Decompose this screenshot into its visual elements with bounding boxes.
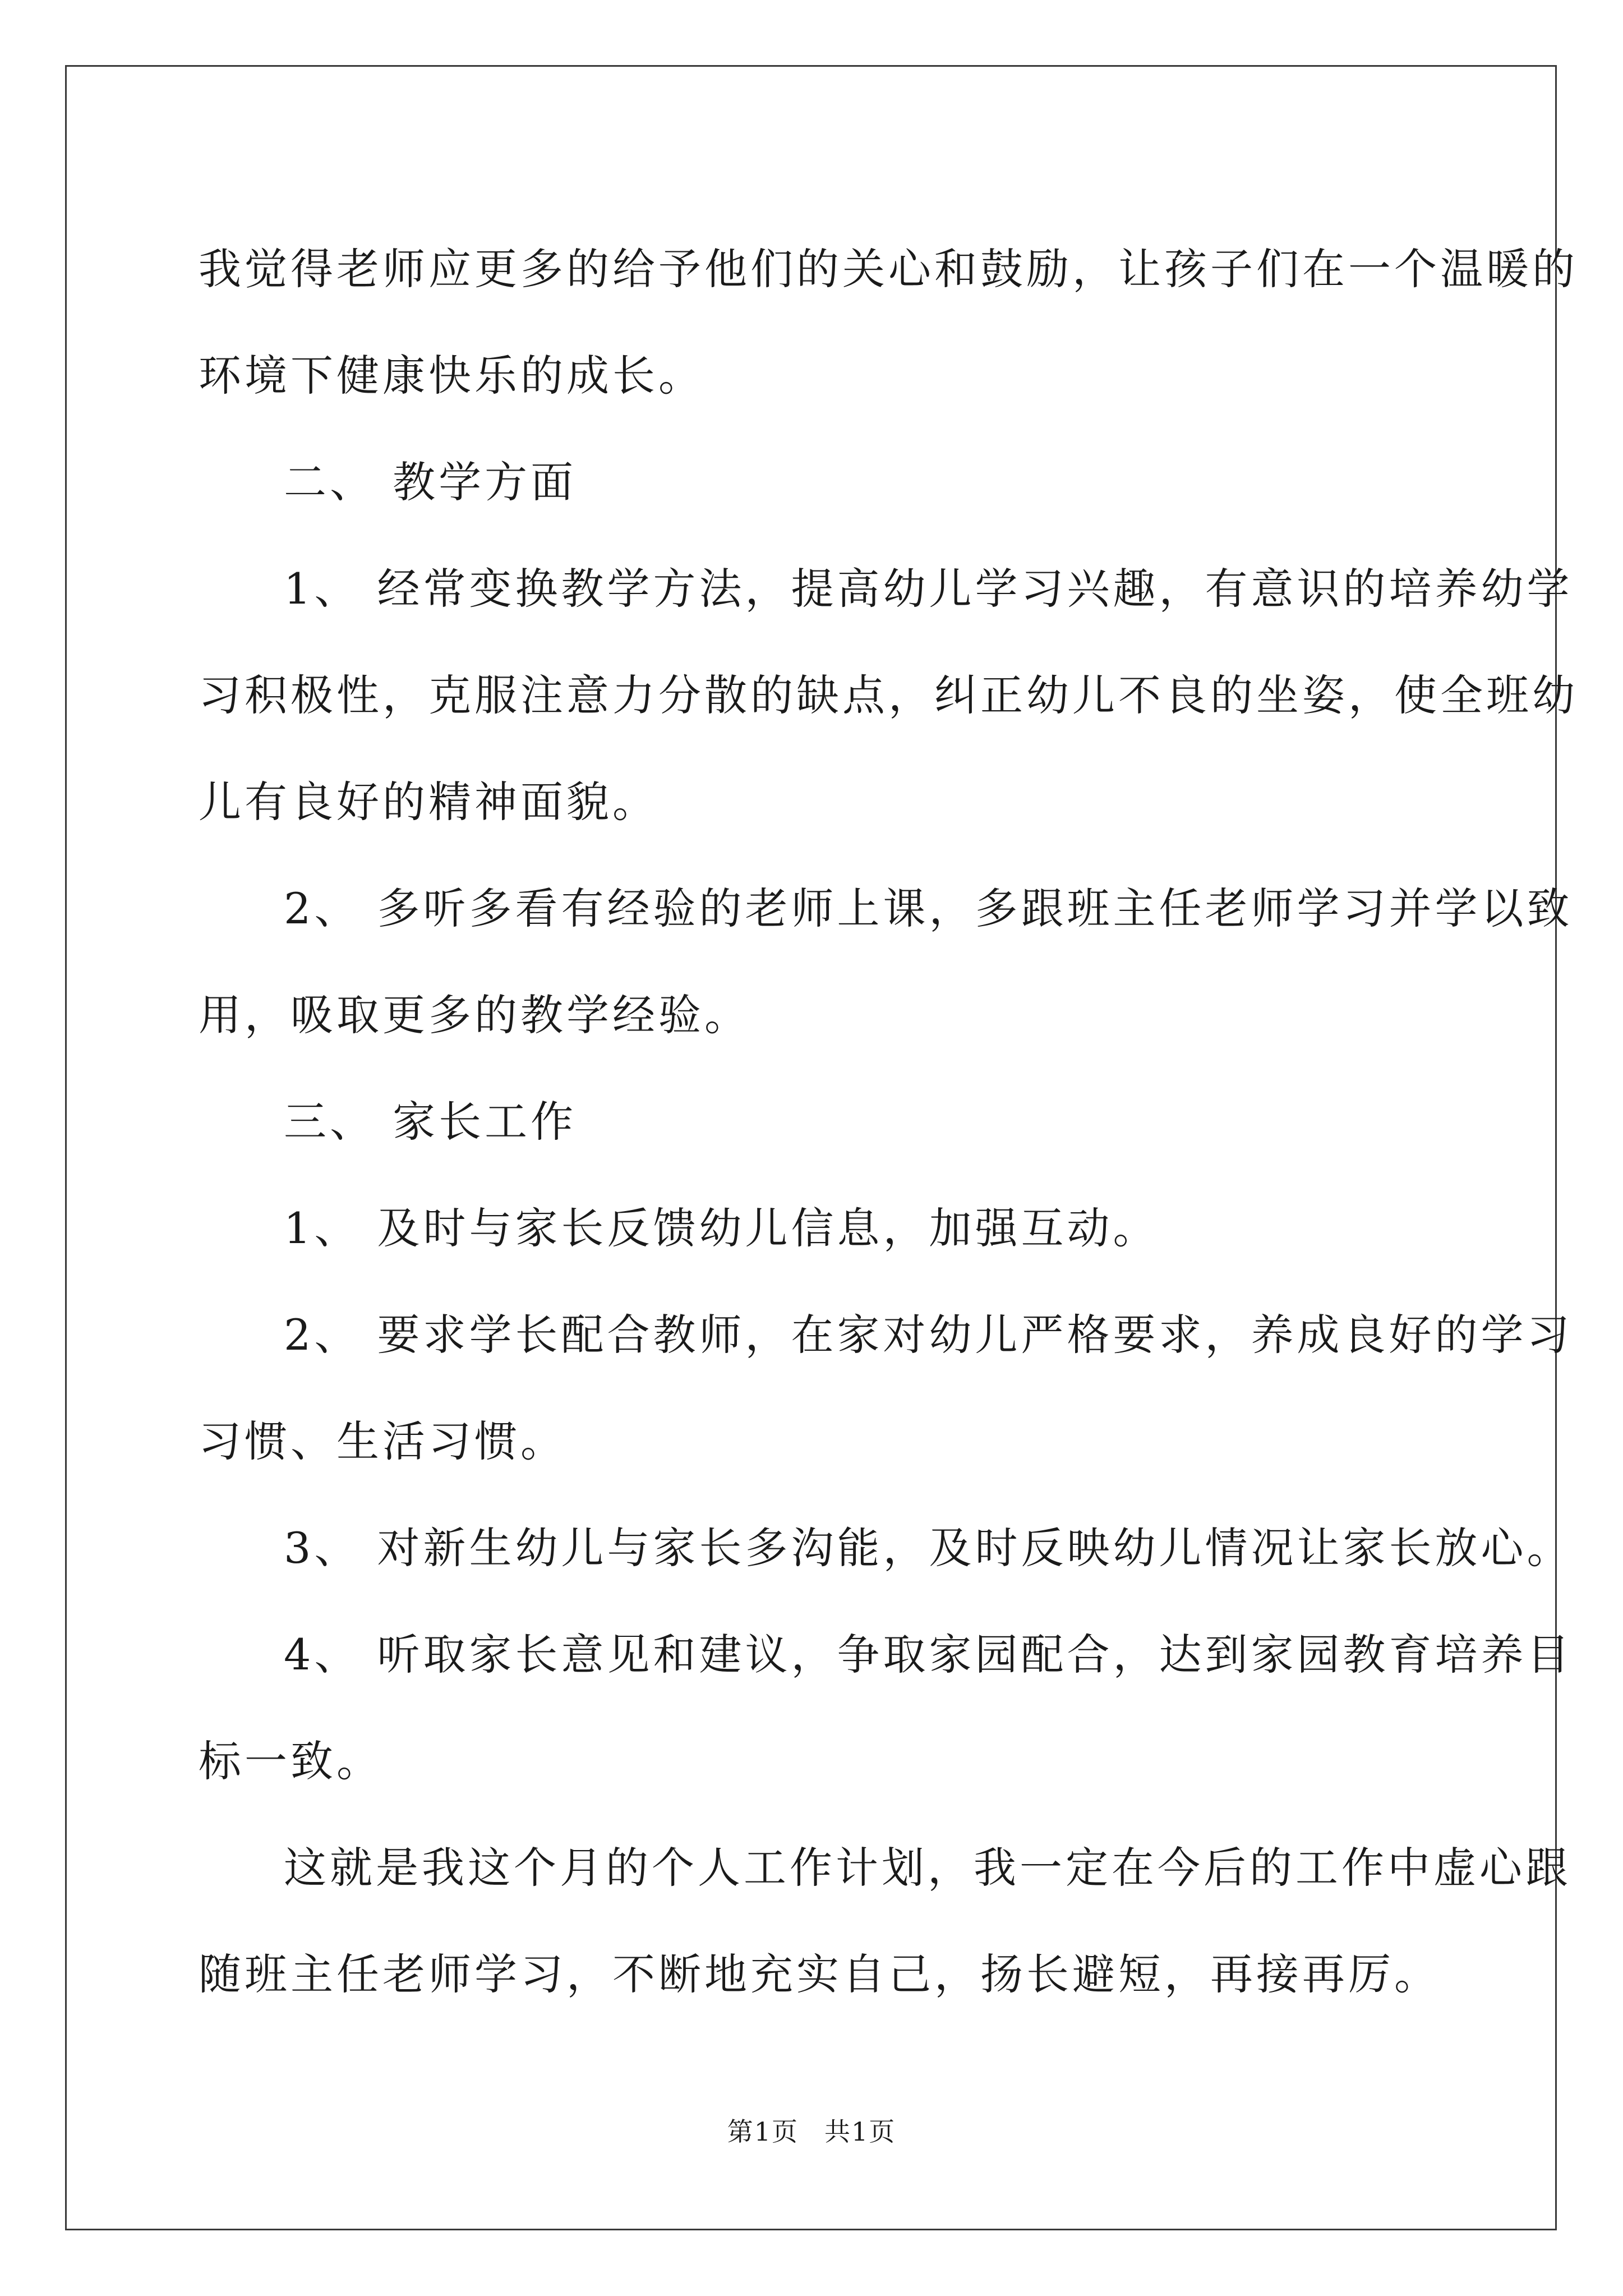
body-line: 儿有良好的精神面貌。 [199, 777, 658, 827]
list-item: 1、 经常变换教学方法，提高幼儿学习兴趣，有意识的培养幼学 [284, 564, 1573, 614]
body-line: 随班主任老师学习，不断地充实自己，扬长避短，再接再厉。 [199, 1949, 1440, 1999]
body-line: 习惯、生活习惯。 [199, 1416, 566, 1466]
closing-paragraph: 这就是我这个月的个人工作计划，我一定在今后的工作中虚心跟 [284, 1843, 1571, 1893]
list-item: 3、 对新生幼儿与家长多沟能，及时反映幼儿情况让家长放心。 [284, 1523, 1573, 1573]
section-heading: 二、 教学方面 [284, 457, 577, 507]
page-footer [0, 2115, 1623, 2148]
section-heading: 三、 家长工作 [284, 1097, 577, 1147]
list-item: 4、 听取家长意见和建议，争取家园配合，达到家园教育培养目 [284, 1630, 1573, 1680]
list-item: 2、 多听多看有经验的老师上课，多跟班主任老师学习并学以致 [284, 884, 1573, 933]
document-body [199, 216, 1578, 2028]
body-line: 标一致。 [199, 1736, 382, 1786]
body-line: 我觉得老师应更多的给予他们的关心和鼓励，让孩子们在一个温暖的 [199, 244, 1578, 294]
page-total: 共1页 [824, 2116, 896, 2147]
list-item: 1、 及时与家长反馈幼儿信息，加强互动。 [284, 1203, 1159, 1253]
body-line: 习积极性，克服注意力分散的缺点，纠正幼儿不良的坐姿，使全班幼 [199, 670, 1578, 720]
body-line: 环境下健康快乐的成长。 [199, 351, 704, 401]
body-line: 用，吸取更多的教学经验。 [199, 990, 750, 1040]
list-item: 2、 要求学长配合教师，在家对幼儿严格要求，养成良好的学习 [284, 1310, 1573, 1360]
page-number: 第1页 [727, 2116, 799, 2147]
